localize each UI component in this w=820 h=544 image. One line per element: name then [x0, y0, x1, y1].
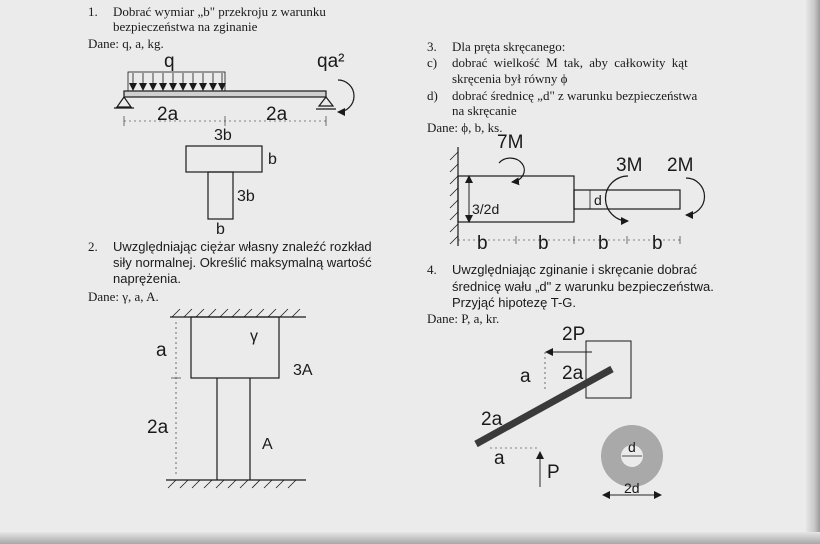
problem4-line3: Przyjąć hipotezę T-G.	[452, 295, 577, 310]
inclined-shaft	[476, 366, 612, 444]
distributed-load-box	[128, 72, 225, 91]
problem4-given: Dane: P, a, kr.	[427, 311, 500, 326]
problem3-intro: Dla pręta skręcanego:	[452, 39, 566, 54]
label-2M: 2M	[667, 155, 694, 176]
t-web	[208, 172, 233, 219]
torque-7M-arrow	[499, 158, 524, 182]
label-a: a	[156, 340, 167, 361]
bottom-hatching	[168, 480, 296, 488]
problem3-number: 3.	[427, 39, 437, 54]
moment-arrow-qa2	[338, 80, 354, 112]
problem1-t-section	[186, 146, 262, 219]
problem2-line3: naprężenia.	[113, 271, 181, 286]
t-flange	[186, 146, 262, 172]
label-7M: 7M	[497, 132, 524, 153]
label-top-width: 3b	[214, 127, 232, 144]
top-hatching	[172, 309, 300, 317]
label-P: P	[547, 462, 560, 483]
problem3-c-line2: skręcenia był równy ϕ	[452, 71, 568, 86]
label-2P: 2P	[562, 324, 586, 345]
label-span-right: 2a	[266, 104, 288, 125]
label-2a-top: 2a	[562, 363, 584, 384]
label-big-diameter: 3/2d	[472, 201, 500, 217]
problem1-given: Dane: q, a, kg.	[88, 36, 164, 51]
label-gamma: γ	[250, 328, 258, 345]
problem3-c-letter: c)	[427, 55, 438, 70]
label-area-top: 3A	[293, 362, 313, 379]
upper-segment-3A	[191, 317, 279, 378]
torque-3M-arrow	[606, 176, 629, 221]
label-span-left: 2a	[157, 104, 179, 125]
problem4-line1: Uwzględniając zginanie i skręcanie dobrać	[452, 262, 697, 277]
wall-hatching	[450, 152, 458, 244]
problem2-line2: siły normalnej. Określić maksymalną wartość	[113, 255, 372, 270]
pin-support-left	[117, 97, 131, 107]
problem1-line2: bezpieczeństwa na zginanie	[113, 19, 258, 34]
problem3-d-line1: dobrać średnicę „d" z warunku bezpieczeństwa	[452, 88, 698, 103]
label-inner-d: d	[628, 439, 636, 455]
distributed-load-arrows	[133, 73, 222, 90]
problem4-line2: średnicę wału „d" z warunku bezpieczeństwa.	[452, 279, 714, 294]
label-web-width: b	[216, 221, 225, 238]
problem2-number: 2.	[88, 239, 98, 254]
label-segment-3: b	[598, 233, 609, 254]
label-small-diameter: d	[594, 192, 602, 208]
label-area-bottom: A	[262, 436, 273, 453]
label-len-bottom: 2a	[147, 417, 169, 438]
label-web-height: 3b	[237, 188, 255, 205]
problem2-rod-figure	[166, 309, 306, 488]
problem2-line1: Uwzględniając ciężar własny znaleźć rozkład	[113, 239, 372, 254]
label-q: q	[164, 51, 175, 72]
beam	[124, 91, 326, 97]
label-segment-1: b	[477, 233, 488, 254]
torque-2M-arrow	[686, 178, 705, 215]
label-segment-4: b	[652, 233, 663, 254]
label-qa2: qa²	[317, 51, 345, 72]
problem3-given: Dane: ϕ, b, ks.	[427, 120, 503, 135]
label-flange-height: b	[268, 151, 277, 168]
problem2-given: Dane: γ, a, A.	[88, 289, 159, 304]
problem1-beam-figure	[114, 72, 354, 126]
roller-support-right	[319, 97, 333, 106]
problem4-number: 4.	[427, 262, 437, 277]
problem1-number: 1.	[88, 4, 98, 19]
label-segment-2: b	[538, 233, 549, 254]
label-a-bottom: a	[494, 448, 505, 469]
label-2a-left: 2a	[481, 409, 503, 430]
label-a-top: a	[520, 366, 531, 387]
label-outer-2d: 2d	[624, 480, 640, 496]
problem3-c-line1: dobrać wielkość M tak, aby całkowity kąt	[452, 55, 688, 70]
label-3M: 3M	[616, 155, 643, 176]
problem1-line1: Dobrać wymiar „b" przekroju z warunku	[113, 4, 326, 19]
problem3-d-line2: na skręcanie	[452, 103, 517, 118]
problem3-d-letter: d)	[427, 88, 438, 103]
